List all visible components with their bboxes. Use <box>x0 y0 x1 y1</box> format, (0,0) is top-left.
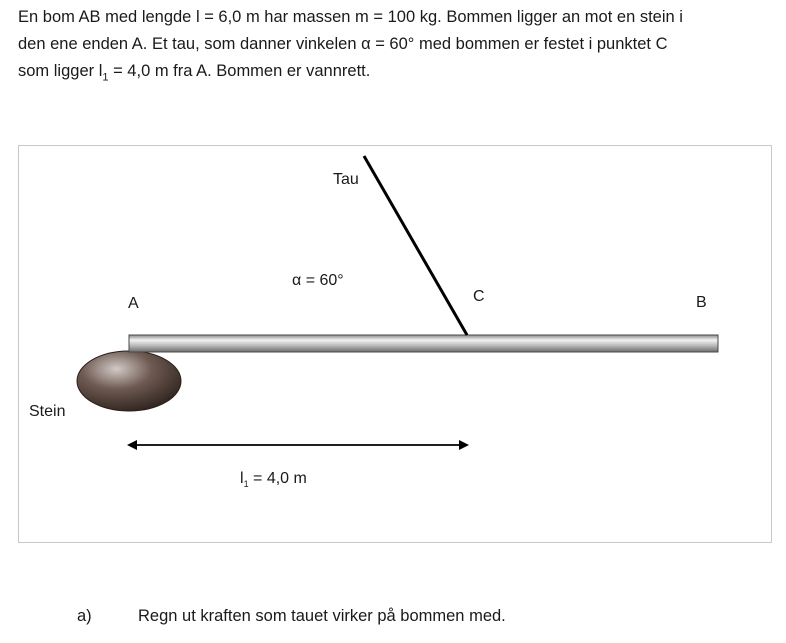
stone-shape <box>77 351 181 411</box>
label-angle: α = 60° <box>292 272 344 289</box>
label-point-b: B <box>696 294 707 311</box>
beam-ab <box>129 335 718 352</box>
alpha-symbol: α <box>361 35 371 53</box>
dimension-arrow-right <box>459 440 469 450</box>
problem-statement <box>18 4 768 91</box>
label-dimension: $l_1 = 4,0$ m <box>240 470 307 490</box>
label-tau: Tau <box>333 171 359 188</box>
rope-line <box>364 156 467 335</box>
label-point-a: A <box>128 295 139 312</box>
statement-line-2: den ene enden A. Et tau, som danner vinkelen α = 60° med bommen er festet i punktet C <box>18 35 668 53</box>
question-marker: a) <box>77 607 92 625</box>
beam-diagram <box>18 145 772 543</box>
label-stein: Stein <box>29 403 66 420</box>
statement-line-1: En bom AB med lengde l = 6,0 m har massen m = 100 kg. Bommen ligger an mot en stein i <box>18 8 683 26</box>
question-text: Regn ut kraften som tauet virker på bommen med. <box>138 607 506 625</box>
beam-diagram-svg <box>19 146 773 544</box>
dimension-arrow-left <box>127 440 137 450</box>
statement-line-3: som ligger $l_1 = 4,0$ m fra A. Bommen er vannrett. <box>18 62 371 84</box>
label-point-c: C <box>473 288 485 305</box>
